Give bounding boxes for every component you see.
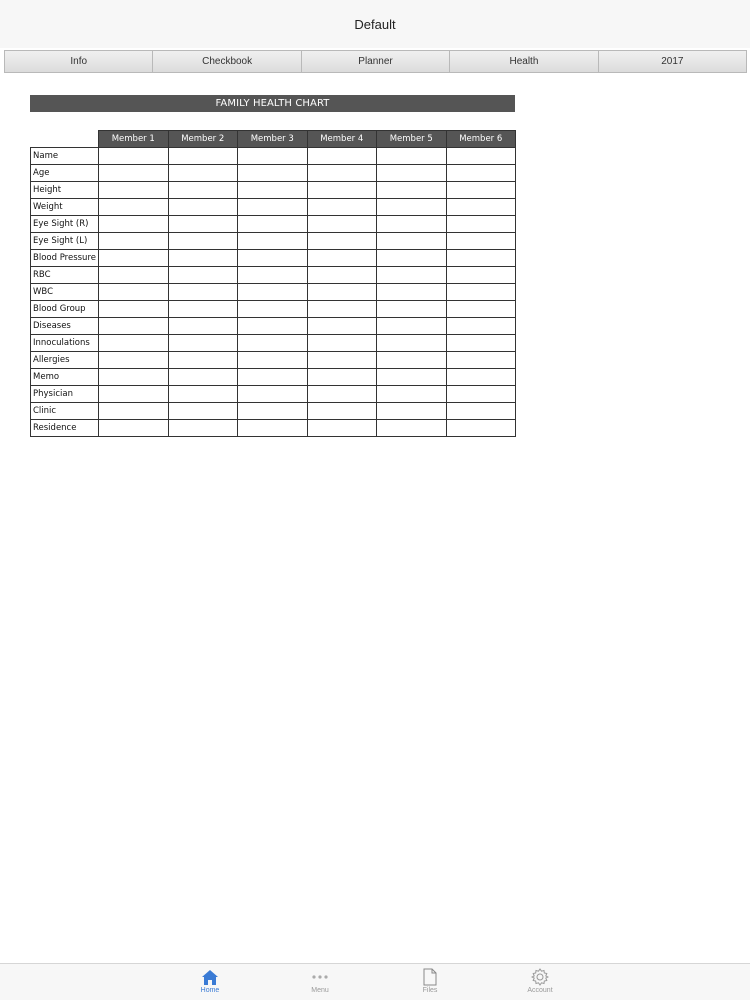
row-label: Blood Pressure — [31, 250, 99, 267]
row-label: Clinic — [31, 403, 99, 420]
table-row — [31, 335, 516, 352]
data-cell[interactable] — [446, 182, 516, 199]
table-row — [31, 386, 516, 403]
data-cell[interactable] — [238, 420, 308, 437]
data-cell[interactable] — [168, 199, 238, 216]
member-header: Member 3 — [238, 131, 308, 148]
data-cell[interactable] — [446, 318, 516, 335]
data-cell[interactable] — [238, 386, 308, 403]
data-cell[interactable] — [446, 216, 516, 233]
data-cell[interactable] — [99, 318, 169, 335]
health-chart-sheet — [30, 95, 515, 433]
data-cell[interactable] — [99, 216, 169, 233]
data-cell[interactable] — [377, 199, 447, 216]
header-corner — [31, 131, 99, 148]
data-cell[interactable] — [377, 318, 447, 335]
data-cell[interactable] — [99, 148, 169, 165]
data-cell[interactable] — [99, 284, 169, 301]
data-cell[interactable] — [307, 386, 377, 403]
table-row — [31, 233, 516, 250]
tab-2017[interactable]: 2017 — [598, 50, 747, 73]
data-cell[interactable] — [377, 369, 447, 386]
gear-icon — [530, 967, 550, 987]
data-cell[interactable] — [238, 301, 308, 318]
data-cell[interactable] — [446, 165, 516, 182]
more-dots-icon — [310, 967, 330, 987]
row-label: Innoculations — [31, 335, 99, 352]
data-cell[interactable] — [99, 352, 169, 369]
data-cell[interactable] — [168, 250, 238, 267]
data-cell[interactable] — [168, 182, 238, 199]
header-row — [31, 131, 516, 148]
member-header: Member 4 — [307, 131, 377, 148]
table-row — [31, 301, 516, 318]
row-label: Name — [31, 148, 99, 165]
data-cell[interactable] — [168, 318, 238, 335]
table-row — [31, 369, 516, 386]
data-cell[interactable] — [307, 233, 377, 250]
data-cell[interactable] — [307, 199, 377, 216]
data-cell[interactable] — [377, 420, 447, 437]
nav-home-label: Home — [200, 987, 220, 994]
data-cell[interactable] — [377, 182, 447, 199]
data-cell[interactable] — [446, 335, 516, 352]
file-icon — [420, 967, 440, 987]
data-cell[interactable] — [238, 403, 308, 420]
health-table — [30, 130, 516, 437]
data-cell[interactable] — [307, 369, 377, 386]
row-label: Allergies — [31, 352, 99, 369]
data-cell[interactable] — [446, 267, 516, 284]
data-cell[interactable] — [238, 352, 308, 369]
data-cell[interactable] — [307, 182, 377, 199]
data-cell[interactable] — [238, 165, 308, 182]
row-label: Eye Sight (R) — [31, 216, 99, 233]
nav-menu[interactable] — [290, 967, 350, 999]
bottom-tab-bar — [0, 963, 750, 1000]
data-cell[interactable] — [99, 386, 169, 403]
member-header: Member 1 — [99, 131, 169, 148]
data-cell[interactable] — [377, 216, 447, 233]
data-cell[interactable] — [446, 148, 516, 165]
table-row — [31, 250, 516, 267]
data-cell[interactable] — [446, 352, 516, 369]
data-cell[interactable] — [238, 216, 308, 233]
member-header: Member 6 — [446, 131, 516, 148]
data-cell[interactable] — [446, 301, 516, 318]
data-cell[interactable] — [168, 420, 238, 437]
nav-account[interactable] — [510, 967, 570, 999]
data-cell[interactable] — [307, 250, 377, 267]
tab-bar — [4, 50, 746, 75]
row-label: Physician — [31, 386, 99, 403]
data-cell[interactable] — [307, 216, 377, 233]
nav-account-label: Account — [527, 987, 553, 994]
data-cell[interactable] — [238, 267, 308, 284]
data-cell[interactable] — [238, 335, 308, 352]
row-label: RBC — [31, 267, 99, 284]
table-row — [31, 216, 516, 233]
row-label: Blood Group — [31, 301, 99, 318]
tab-planner[interactable]: Planner — [301, 50, 450, 73]
data-cell[interactable] — [377, 284, 447, 301]
data-cell[interactable] — [307, 403, 377, 420]
nav-files-label: Files — [422, 987, 438, 994]
data-cell[interactable] — [307, 165, 377, 182]
data-cell[interactable] — [168, 335, 238, 352]
data-cell[interactable] — [168, 148, 238, 165]
row-label: Age — [31, 165, 99, 182]
data-cell[interactable] — [446, 284, 516, 301]
data-cell[interactable] — [99, 420, 169, 437]
data-cell[interactable] — [238, 284, 308, 301]
table-row — [31, 148, 516, 165]
data-cell[interactable] — [99, 403, 169, 420]
data-cell[interactable] — [377, 148, 447, 165]
row-label: Diseases — [31, 318, 99, 335]
data-cell[interactable] — [377, 165, 447, 182]
data-cell[interactable] — [377, 233, 447, 250]
tab-checkbook[interactable]: Checkbook — [152, 50, 301, 73]
data-cell[interactable] — [168, 216, 238, 233]
data-cell[interactable] — [99, 301, 169, 318]
tab-info[interactable]: Info — [4, 50, 153, 73]
data-cell[interactable] — [168, 352, 238, 369]
row-label: Weight — [31, 199, 99, 216]
data-cell[interactable] — [168, 301, 238, 318]
data-cell[interactable] — [99, 233, 169, 250]
data-cell[interactable] — [99, 182, 169, 199]
data-cell[interactable] — [307, 420, 377, 437]
data-cell[interactable] — [238, 233, 308, 250]
table-row — [31, 352, 516, 369]
data-cell[interactable] — [168, 284, 238, 301]
data-cell[interactable] — [446, 250, 516, 267]
member-header: Member 2 — [168, 131, 238, 148]
data-cell[interactable] — [99, 199, 169, 216]
data-cell[interactable] — [377, 250, 447, 267]
row-label: Memo — [31, 369, 99, 386]
data-cell[interactable] — [168, 369, 238, 386]
window-title: Default — [354, 16, 396, 32]
data-cell[interactable] — [307, 284, 377, 301]
row-label: Residence — [31, 420, 99, 437]
home-icon — [200, 967, 220, 987]
data-cell[interactable] — [168, 165, 238, 182]
data-cell[interactable] — [307, 148, 377, 165]
data-cell[interactable] — [377, 301, 447, 318]
data-cell[interactable] — [446, 233, 516, 250]
table-row — [31, 267, 516, 284]
data-cell[interactable] — [307, 267, 377, 284]
data-cell[interactable] — [238, 182, 308, 199]
data-cell[interactable] — [377, 267, 447, 284]
data-cell[interactable] — [446, 386, 516, 403]
data-cell[interactable] — [99, 335, 169, 352]
data-cell[interactable] — [238, 148, 308, 165]
data-cell[interactable] — [99, 267, 169, 284]
row-label: Eye Sight (L) — [31, 233, 99, 250]
nav-home[interactable] — [180, 967, 240, 999]
table-row — [31, 420, 516, 437]
data-cell[interactable] — [238, 250, 308, 267]
data-cell[interactable] — [446, 420, 516, 437]
data-cell[interactable] — [238, 199, 308, 216]
data-cell[interactable] — [446, 199, 516, 216]
table-row — [31, 284, 516, 301]
data-cell[interactable] — [168, 267, 238, 284]
data-cell[interactable] — [168, 386, 238, 403]
data-cell[interactable] — [238, 369, 308, 386]
table-row — [31, 318, 516, 335]
data-cell[interactable] — [99, 250, 169, 267]
title-bar — [0, 0, 750, 48]
data-cell[interactable] — [377, 386, 447, 403]
data-cell[interactable] — [377, 403, 447, 420]
data-cell[interactable] — [307, 352, 377, 369]
data-cell[interactable] — [168, 233, 238, 250]
table-row — [31, 165, 516, 182]
chart-title: FAMILY HEALTH CHART — [30, 95, 515, 112]
data-cell[interactable] — [446, 369, 516, 386]
data-cell[interactable] — [307, 301, 377, 318]
data-cell[interactable] — [238, 318, 308, 335]
row-label: WBC — [31, 284, 99, 301]
tab-health[interactable]: Health — [449, 50, 598, 73]
table-row — [31, 199, 516, 216]
nav-menu-label: Menu — [311, 987, 329, 994]
data-cell[interactable] — [99, 165, 169, 182]
data-cell[interactable] — [168, 403, 238, 420]
data-cell[interactable] — [99, 369, 169, 386]
nav-files[interactable] — [400, 967, 460, 999]
data-cell[interactable] — [446, 403, 516, 420]
data-cell[interactable] — [307, 335, 377, 352]
table-row — [31, 182, 516, 199]
row-label: Height — [31, 182, 99, 199]
data-cell[interactable] — [377, 352, 447, 369]
table-row — [31, 403, 516, 420]
data-cell[interactable] — [377, 335, 447, 352]
data-cell[interactable] — [307, 318, 377, 335]
member-header: Member 5 — [377, 131, 447, 148]
